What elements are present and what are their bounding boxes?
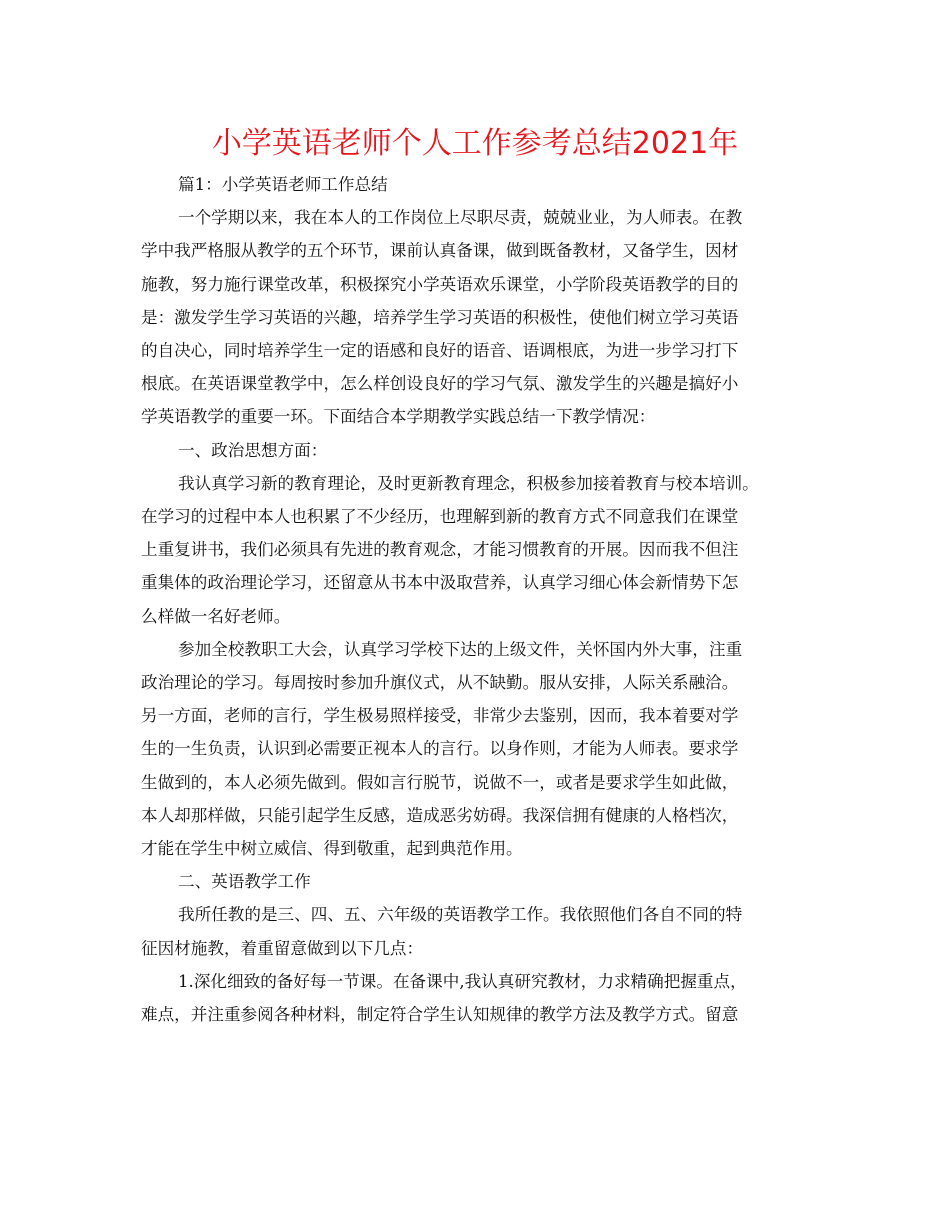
text-line: 篇1：小学英语老师工作总结 [178,175,388,194]
text-line: 施教，努力施行课堂改革，积极探究小学英语欢乐课堂，小学阶段英语教学的目的 [141,274,739,294]
text-line: 1.深化细致的备好每一节课。在备课中,我认真研究教材，力求精确把握重点， [178,971,747,991]
paragraph [141,633,811,865]
text-line: 本人却那样做，只能引起学生反感，造成恶劣妨碍。我深信拥有健康的人格档次， [141,805,739,825]
text-line: 是：激发学生学习英语的兴趣，培养学生学习英语的积极性，使他们树立学习英语 [141,307,739,327]
text-line: 在学习的过程中本人也积累了不少经历，也理解到新的教育方式不同意我们在课堂 [141,507,739,527]
text-line: 另一方面，老师的言行，学生极易照样接受，非常少去鉴别，因而，我本着要对学 [141,706,739,726]
text-line: 么样做一名好老师。 [141,606,291,626]
text-line: 参加全校教职工大会，认真学习学校下达的上级文件，关怀国内外大事，注重 [178,639,743,659]
text-line: 学中我严格服从教学的五个环节，课前认真备课，做到既备教材，又备学生，因材 [141,241,739,261]
text-line: 生做到的，本人必须先做到。假如言行脱节，说做不一，或者是要求学生如此做， [141,772,739,792]
text-line: 二、英语教学工作 [178,872,311,892]
text-line: 一个学期以来，我在本人的工作岗位上尽职尽责，兢兢业业，为人师表。在教 [178,208,743,228]
document-title: 小学英语老师个人工作参考总结2021年 [211,126,739,161]
text-line: 的自决心，同时培养学生一定的语感和良好的语音、语调根底，为进一步学习打下 [141,341,739,361]
text-line: 难点，并注重参阅各种材料，制定符合学生认知规律的教学方法及教学方式。留意 [141,1005,739,1025]
paragraph [141,467,811,633]
text-line: 才能在学生中树立威信、得到敬重，起到典范作用。 [141,839,523,859]
text-line: 学英语教学的重要一环。下面结合本学期教学实践总结一下教学情况： [141,407,656,427]
text-line: 我认真学习新的教育理论，及时更新教育理念，积极参加接着教育与校本培训。 [178,473,759,493]
paragraph [141,898,811,964]
section-heading [141,434,811,467]
text-line: 政治理论的学习。每周按时参加升旗仪式，从不缺勤。服从安排，人际关系融洽。 [141,673,739,693]
section-heading [141,865,811,898]
text-line: 我所任教的是三、四、五、六年级的英语教学工作。我依照他们各自不同的特 [178,905,743,925]
text-line: 一、政治思想方面： [178,440,328,460]
text-line: 上重复讲书，我们必须具有先进的教育观念，才能习惯教育的开展。因而我不但注 [141,540,739,560]
text-line: 生的一生负责，认识到必需要正视本人的言行。以身作则，才能为人师表。要求学 [141,739,739,759]
section-heading [141,168,811,201]
paragraph [141,965,811,1031]
text-line: 重集体的政治理论学习，还留意从书本中汲取营养，认真学习细心体会新情势下怎 [141,573,739,593]
document-body [141,168,811,1031]
paragraph [141,201,811,433]
text-line: 根底。在英语课堂教学中，怎么样创设良好的学习气氛、激发学生的兴趣是搞好小 [141,374,739,394]
text-line: 征因材施教，着重留意做到以下几点： [141,938,424,958]
